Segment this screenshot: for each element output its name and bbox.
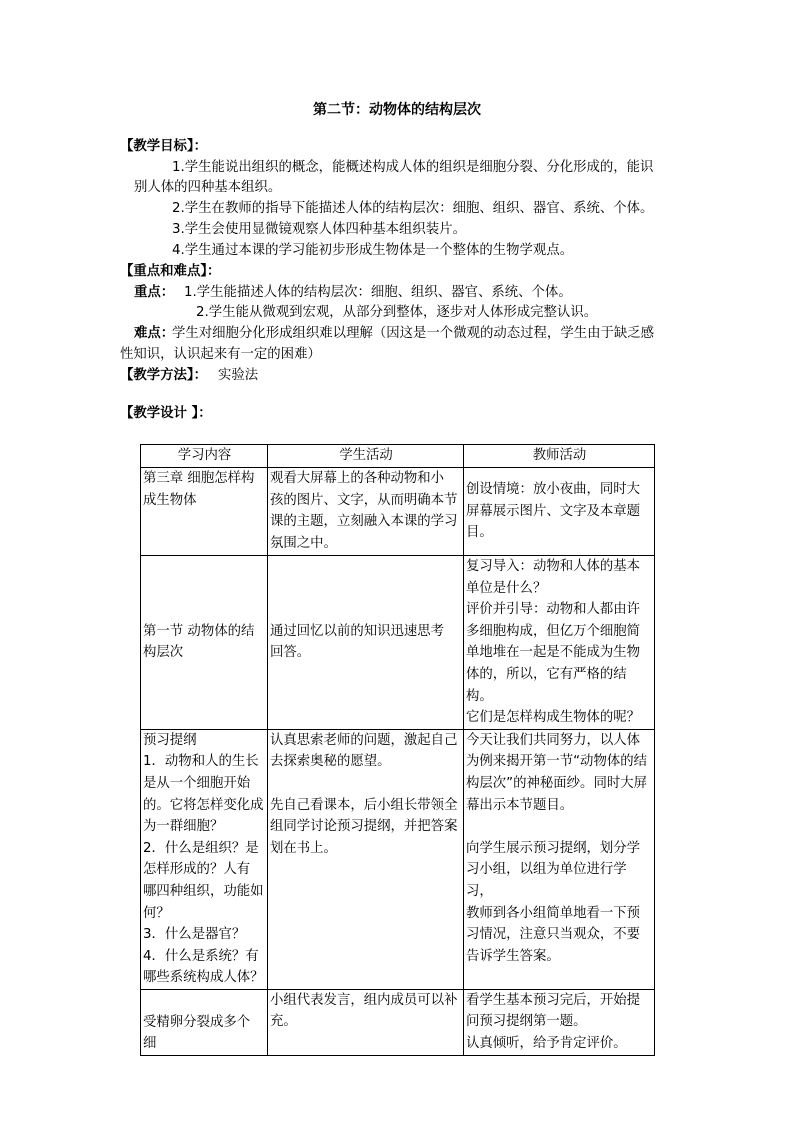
cell-text: 哪四种组织，功能如 bbox=[143, 883, 264, 899]
objective-line: 3.学生会使用显微镜观察人体四种基本组织装片。 bbox=[172, 222, 466, 237]
cell-text: 怎样形成的？人有 bbox=[143, 862, 251, 878]
key-label: 重点： bbox=[134, 285, 175, 300]
cell-text: 4．什么是系统？有 bbox=[143, 948, 259, 964]
blank-line bbox=[270, 773, 462, 795]
cell-text: 受精卵分裂成多个 bbox=[143, 1014, 251, 1030]
table-header-row bbox=[141, 445, 655, 468]
cell-text: 孩的图片、文字，从而明确本节 bbox=[270, 492, 458, 508]
objective-line: 1.学生能说出组织的概念，能概述构成人体的组织是细胞分裂、分化形成的，能识 bbox=[172, 160, 654, 175]
cell-text: 为一群细胞？ bbox=[143, 819, 224, 835]
cell-text: 通过回忆以前的知识迅速思考 bbox=[270, 623, 445, 639]
cell-text: 第三章 细胞怎样构 bbox=[143, 471, 255, 486]
difficulty-line: 性知识，认识起来有一定的困难） bbox=[120, 347, 321, 362]
cell-text: 单位是什么？ bbox=[466, 580, 547, 596]
table-row bbox=[141, 556, 655, 730]
cell-text: 评价并引导：动物和人都由许 bbox=[466, 602, 641, 618]
cell-text: 2．什么是组织？是 bbox=[143, 840, 259, 856]
cell-text: 目。 bbox=[466, 525, 493, 541]
page-title: 第二节：动物体的结构层次 bbox=[313, 102, 481, 118]
content-cell bbox=[141, 989, 268, 1055]
student-cell bbox=[268, 468, 464, 556]
objectives-heading: 【教学目标】： bbox=[120, 139, 208, 154]
table-row bbox=[141, 729, 655, 989]
cell-text: 成生物体 bbox=[143, 492, 197, 508]
cell-text: 教师到各小组简单地看一下预 bbox=[466, 905, 641, 921]
cell-text: 预习提纲 bbox=[143, 732, 197, 748]
teacher-cell bbox=[464, 729, 655, 989]
content-cell bbox=[141, 468, 268, 556]
column-header: 学生活动 bbox=[268, 445, 464, 468]
cell-text: 习情况，注意只当观众，不要 bbox=[466, 927, 641, 943]
method-value: 实验法 bbox=[218, 368, 259, 383]
cell-text: 是从一个细胞开始 bbox=[143, 775, 251, 791]
cell-text: 1．动物和人的生长 bbox=[143, 754, 259, 770]
cell-text: 告诉学生答案。 bbox=[466, 948, 560, 964]
cell-text: 创设情境：放小夜曲，同时大 bbox=[466, 482, 641, 498]
table-row bbox=[141, 468, 655, 556]
column-header: 学习内容 bbox=[141, 445, 268, 468]
cell-text: 去探索奥秘的愿望。 bbox=[270, 754, 391, 770]
objective-line: 别人体的四种基本组织。 bbox=[134, 180, 282, 195]
objective-line: 4.学生通过本课的学习能初步形成生物体是一个整体的生物学观点。 bbox=[172, 243, 574, 258]
table-row bbox=[141, 989, 655, 1055]
student-cell bbox=[268, 556, 464, 730]
cell-text: 复习导入：动物和人体的基本 bbox=[466, 559, 641, 574]
cell-text: 体的，所以，它有严格的结构。 bbox=[466, 666, 627, 704]
difficulty-line: 学生对细胞分化形成组织难以理解（因这是一个微观的动态过程，学生由于缺乏感 bbox=[172, 326, 655, 341]
blank-line bbox=[466, 816, 653, 838]
column-header: 教师活动 bbox=[464, 445, 655, 468]
student-cell bbox=[268, 989, 464, 1055]
cell-text: 屏幕展示图片、文字及本章题 bbox=[466, 503, 641, 519]
cell-text: 构层次”的神秘面纱。同时大屏 bbox=[466, 775, 648, 791]
design-heading: 【教学设计 】： bbox=[120, 406, 212, 421]
cell-text: 它们是怎样构成生物体的呢？ bbox=[466, 710, 641, 726]
method-heading: 【教学方法】： bbox=[120, 368, 208, 383]
content-cell bbox=[141, 556, 268, 730]
content-cell bbox=[141, 729, 268, 989]
cell-text: 构层次 bbox=[143, 645, 184, 661]
cell-text: 的。它将怎样变化成 bbox=[143, 797, 264, 813]
cell-text: 多细胞构成，但亿万个细胞简 bbox=[466, 623, 641, 639]
teaching-design-table bbox=[140, 444, 655, 1056]
cell-text: 今天让我们共同努力，以人体 bbox=[466, 732, 641, 748]
cell-text: 何？ bbox=[143, 905, 170, 921]
objective-line: 2.学生在教师的指导下能描述人体的结构层次：细胞、组织、器官、系统、个体。 bbox=[172, 201, 654, 216]
cell-text: 细 bbox=[143, 1036, 157, 1052]
cell-text: 单地堆在一起是不能成为生物 bbox=[466, 645, 641, 661]
cell-text: 小组代表发言，组内成员可以补 bbox=[270, 992, 458, 1008]
cell-text: 组同学讨论预习提纲，并把答案 bbox=[270, 819, 458, 835]
teacher-cell bbox=[464, 556, 655, 730]
cell-text: 向学生展示预习提纲，划分学 bbox=[466, 840, 641, 856]
cell-text: 划在书上。 bbox=[270, 840, 337, 856]
key-points-heading: 【重点和难点】： bbox=[120, 264, 221, 279]
cell-text: 课的主题，立刻融入本课的学习 bbox=[270, 514, 458, 530]
cell-text: 氛围之中。 bbox=[270, 535, 337, 551]
cell-text: 观看大屏幕上的各种动物和小 bbox=[270, 471, 445, 486]
cell-text: 先自己看课本，后小组长带领全 bbox=[270, 797, 458, 813]
key-point-line: 2.学生能从微观到宏观，从部分到整体，逐步对人体形成完整认识。 bbox=[196, 305, 598, 320]
cell-text: 看学生基本预习完后，开始提 bbox=[466, 992, 641, 1008]
cell-text: 充。 bbox=[270, 1014, 297, 1030]
cell-text: 3．什么是器官？ bbox=[143, 927, 246, 943]
cell-text: 幕出示本节题目。 bbox=[466, 797, 574, 813]
teacher-cell bbox=[464, 989, 655, 1055]
cell-text: 第一节 动物体的结 bbox=[143, 623, 255, 639]
cell-text: 为例来揭开第一节“动物体的结 bbox=[466, 754, 648, 770]
cell-text: 认真倾听，给予肯定评价。 bbox=[466, 1036, 627, 1052]
key-point-line: 1.学生能描述人体的结构层次：细胞、组织、器官、系统、个体。 bbox=[184, 285, 572, 300]
cell-text: 认真思索老师的问题，激起自己 bbox=[270, 732, 458, 748]
cell-text: 问预习提纲第一题。 bbox=[466, 1014, 587, 1030]
cell-text: 回答。 bbox=[270, 645, 311, 661]
student-cell bbox=[268, 729, 464, 989]
teacher-cell bbox=[464, 468, 655, 556]
cell-text: 习小组，以组为单位进行学习， bbox=[466, 862, 627, 899]
cell-text: 哪些系统构成人体？ bbox=[143, 970, 264, 986]
difficulty-label: 难点： bbox=[134, 326, 175, 341]
